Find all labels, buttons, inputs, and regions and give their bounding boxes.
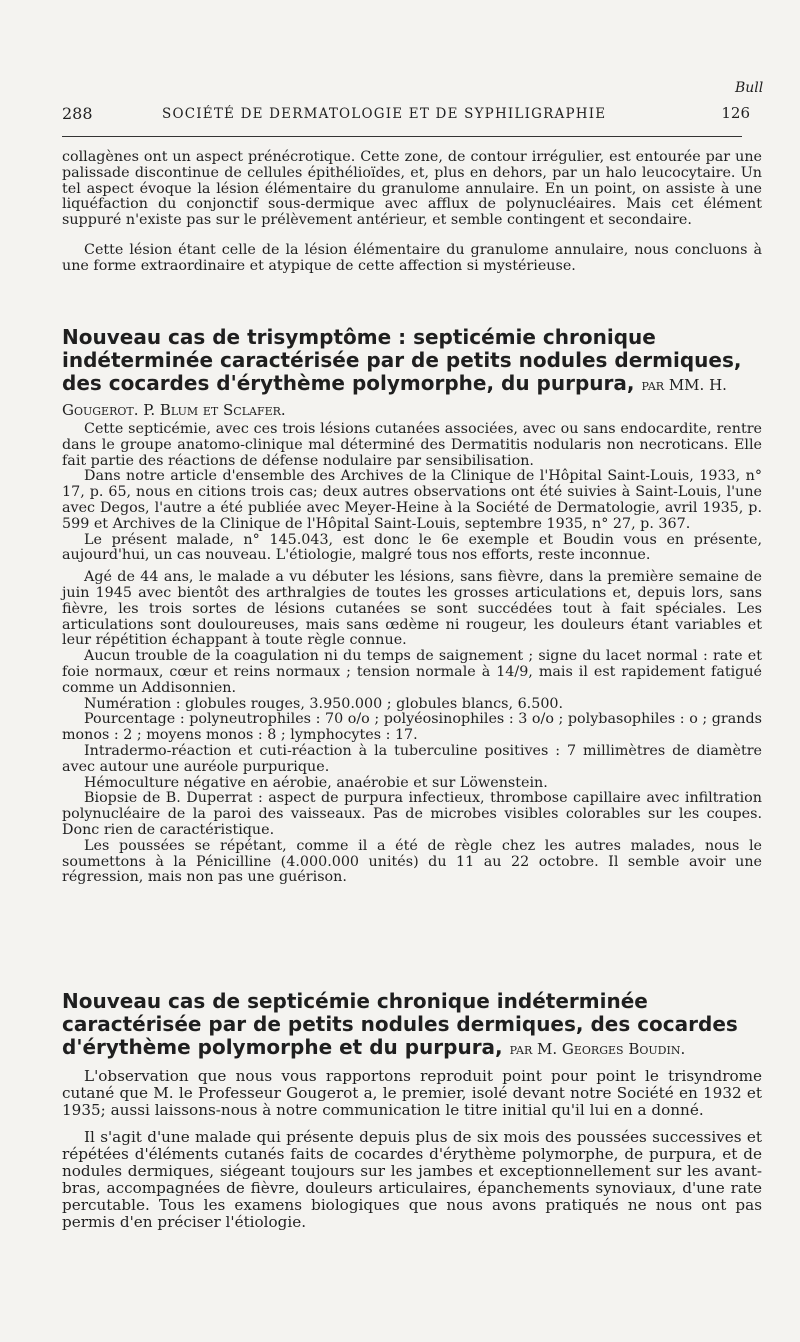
section-authors: par M. Georges Boudin.	[509, 1040, 686, 1058]
margin-number: 126	[721, 104, 750, 122]
paragraph: L'observation que nous vous rapportons reproduit point pour point le trisyndrome cutané que M. le Professeur Gougerot a, le premier, isolé devant notre Société en 1932 et 1935; aussi laissons-nous à notre communication le titre initial qu'il lui en a donné.	[62, 1067, 762, 1119]
section-authors: par MM. H. Gougerot. P. Blum et Sclafer.	[62, 376, 727, 419]
section-heading: Nouveau cas de trisymptôme : septicémie chronique indéterminée caractérisée par de petits nodules dermiques, des cocardes d'érythème polymorphe, du purpura,	[62, 325, 742, 395]
section-body	[62, 1068, 762, 1231]
section-title	[62, 326, 762, 422]
paragraph: Le présent malade, n° 145.043, est donc le 6e exemple et Boudin vous en présente, aujourd'hui, un cas nouveau. L'étiologie, malgré tous nos efforts, reste inconnue.	[62, 531, 762, 564]
paragraph: Cette septicémie, avec ces trois lésions cutanées associées, avec ou sans endocardite, rentre dans le groupe anatomo-clinique mal déterminé des Dermatitis nodularis non necroticans. Elle fait partie des réactions de défense nodulaire par sensibilisation.	[62, 421, 762, 469]
paragraph: Numération : globules rouges, 3.950.000 ; globules blancs, 6.500.	[84, 695, 564, 712]
intro-text	[62, 150, 762, 275]
section-heading: Nouveau cas de septicémie chronique indéterminée caractérisée par de petits nodules dermiques, des cocardes d'érythème polymorphe et du purpura,	[62, 989, 738, 1059]
paragraph: Aucun trouble de la coagulation ni du temps de saignement ; signe du lacet normal : rate et foie normaux, cœur et reins normaux ; tension normale à 14/9, mais il est rapidement fatigué comme un Addisonnien.	[62, 648, 762, 696]
paragraph: Cette lésion étant celle de la lésion élémentaire du granulome annulaire, nous concluons à une forme extraordinaire et atypique de cette affection si mystérieuse.	[62, 241, 762, 274]
paragraph: collagènes ont un aspect prénécrotique. Cette zone, de contour irrégulier, est entourée par une palissade discontinue de cellules épithélioïdes, et, plus en dehors, par un halo leucocytaire. Un tel aspect évoque la lésion élémentaire du granulome annulaire. En un point, on assiste à une liquéfaction du conjonctif sous-dermique avec afflux de polynucléaires. Mais cet élément suppuré n'existe pas sur le prélèvement antérieur, et semble contingent et secondaire.	[62, 149, 762, 229]
page-number: 288	[62, 104, 93, 123]
paragraph: Il s'agit d'une malade qui présente depuis plus de six mois des poussées successives et répétées d'éléments cutanés faits de cocardes d'érythème polymorphe, de purpura, et de nodules dermiques, siégeant toujours sur les jambes et exceptionnellement sur les avant-bras, accompagnées de fièvre, douleurs articulaires, épanchements synoviaux, d'une rate percutable. Tous les examens biologiques que nous avons pratiqués ne nous ont pas permis d'en préciser l'étiologie.	[62, 1128, 762, 1231]
paragraph: Dans notre article d'ensemble des Archives de la Clinique de l'Hôpital Saint-Louis, 1933, n° 17, p. 65, nous en citions trois cas; deux autres observations ont été suivies à Saint-Louis, l'une avec Degos, l'autre a été publiée avec Meyer-Heine à la Société de Dermatologie, avril 1935, p. 599 et Archives de la Clinique de l'Hôpital Saint-Louis, septembre 1935, n° 27, p. 367.	[62, 468, 762, 532]
running-header	[62, 104, 750, 128]
paragraph: Biopsie de B. Duperrat : aspect de purpura infectieux, thrombose capillaire avec infiltration polynucléaire de la paroi des vaisseaux. Pas de microbes visibles colorables sur les coupes. Donc rien de caractéristique.	[62, 790, 762, 838]
paragraph: Pourcentage : polyneutrophiles : 70 o/o ; polyéosinophiles : 3 o/o ; polybasophiles : o ; grands monos : 2 ; moyens monos : 8 ; lymphocytes : 17.	[62, 711, 762, 744]
section-body	[62, 422, 762, 886]
margin-note: Bull	[735, 80, 764, 96]
paragraph: Intradermo-réaction et cuti-réaction à la tuberculine positives : 7 millimètres de diamètre avec autour une auréole purpurique.	[62, 742, 762, 775]
paragraph: Les poussées se répétant, comme il a été de règle chez les autres malades, nous le soumettons à la Pénicilline (4.000.000 unités) du 11 au 22 octobre. Il semble avoir une régression, mais non pas une guérison.	[62, 837, 762, 886]
paragraph: Agé de 44 ans, le malade a vu débuter les lésions, sans fièvre, dans la première semaine de juin 1945 avec bientôt des arthralgies de toutes les grosses articulations et, depuis lors, sans fièvre, les trois sortes de lésions cutanées se sont succédées tout à fait spéciales. Les articulations sont douloureuses, mais sans œdème ni rougeur, les douleurs étant variables et leur répétition échappant à toute règle connue.	[62, 569, 762, 649]
paragraph: Hémoculture négative en aérobie, anaérobie et sur Löwenstein.	[84, 774, 548, 791]
running-title: SOCIÉTÉ DE DERMATOLOGIE ET DE SYPHILIGRAPHIE	[162, 106, 607, 122]
section-title	[62, 990, 762, 1061]
header-rule	[62, 136, 742, 137]
